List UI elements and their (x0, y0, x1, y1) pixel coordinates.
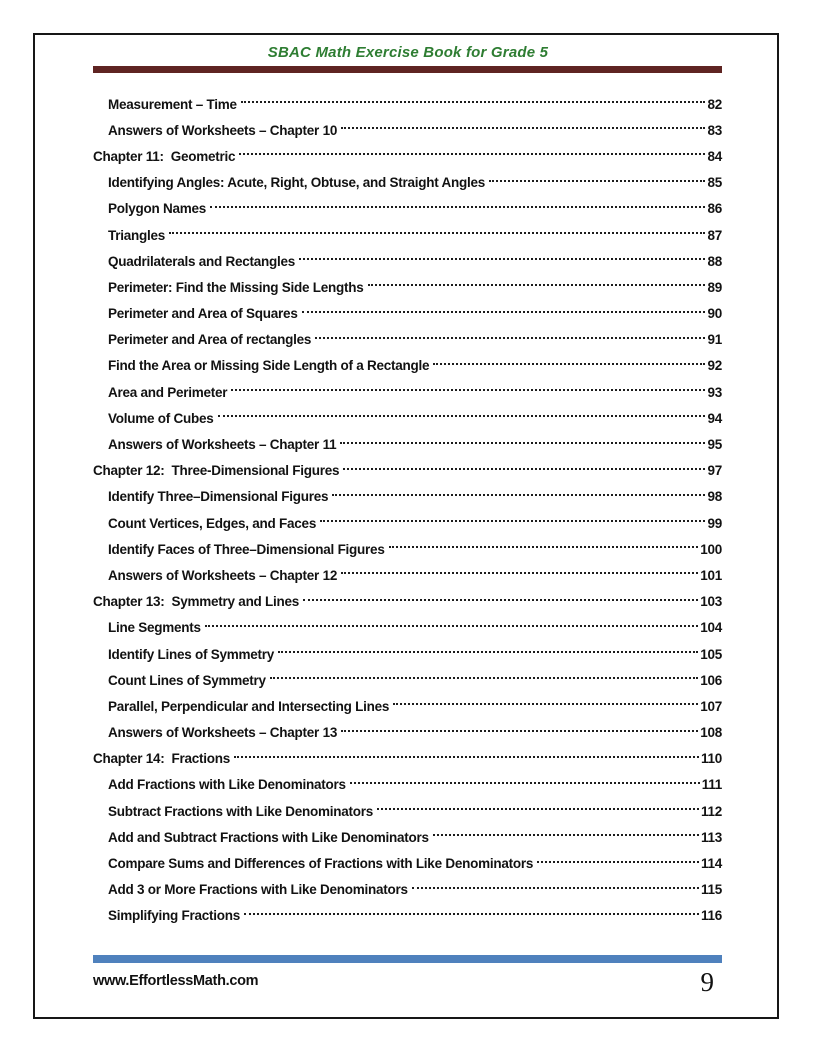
toc-entry-label: Add Fractions with Like Denominators (108, 777, 346, 793)
toc-entry-label: Identify Three–Dimensional Figures (108, 489, 329, 505)
toc-entry-label: Simplifying Fractions (108, 908, 241, 924)
toc-entry-page-number: 92 (707, 358, 722, 374)
toc-entry-page-number: 100 (700, 541, 722, 557)
dot-leader (489, 180, 705, 182)
toc-entry-page-number: 111 (701, 777, 722, 793)
toc-entry (93, 850, 722, 876)
toc-entry (93, 693, 722, 719)
dot-leader (341, 730, 698, 732)
toc-entry-label: Find the Area or Missing Side Length of a Rectangle (108, 358, 430, 374)
toc-entry-page-number: 91 (707, 332, 722, 348)
toc-entry-page-number: 98 (707, 489, 722, 505)
dot-leader (340, 442, 705, 444)
toc-entry (93, 431, 722, 457)
toc-entry (93, 458, 722, 484)
dot-leader (412, 887, 699, 889)
footer-divider-rule (93, 955, 722, 963)
dot-leader (234, 756, 699, 758)
footer-page-number: 9 (700, 967, 714, 997)
toc-entry-page-number: 95 (707, 437, 722, 453)
toc-entry-label: Polygon Names (108, 201, 207, 217)
dot-leader (433, 834, 699, 836)
toc-entry-page-number: 110 (700, 751, 722, 767)
toc-entry-label: Answers of Worksheets – Chapter 12 (108, 567, 338, 583)
dot-leader (302, 311, 706, 313)
toc-entry (93, 301, 722, 327)
dot-leader (299, 258, 705, 260)
dot-leader (332, 494, 705, 496)
header-divider-rule (93, 66, 722, 73)
toc-entry-label: Subtract Fractions with Like Denominators (108, 803, 374, 819)
toc-entry-label: Identify Lines of Symmetry (108, 646, 275, 662)
toc-entry-page-number: 108 (700, 725, 722, 741)
toc-entry-label: Add and Subtract Fractions with Like Denominators (108, 829, 429, 845)
toc-entry (93, 222, 722, 248)
dot-leader (393, 703, 698, 705)
toc-entry-page-number: 94 (707, 410, 722, 426)
toc-entry-page-number: 116 (700, 908, 722, 924)
toc-entry-page-number: 86 (707, 201, 722, 217)
dot-leader (320, 520, 705, 522)
toc-entry-page-number: 89 (707, 279, 722, 295)
toc-entry-label: Add 3 or More Fractions with Like Denominators (108, 882, 408, 898)
toc-entry-label: Chapter 13: Symmetry and Lines (93, 594, 300, 610)
table-of-contents (93, 91, 722, 929)
toc-entry-label: Count Lines of Symmetry (108, 672, 266, 688)
toc-entry-page-number: 83 (707, 122, 722, 138)
toc-entry-label: Chapter 11: Geometric (93, 148, 236, 164)
toc-entry (93, 196, 722, 222)
dot-leader (341, 127, 705, 129)
dot-leader (341, 572, 698, 574)
dot-leader (343, 468, 705, 470)
toc-entry (93, 615, 722, 641)
toc-entry-page-number: 113 (700, 829, 722, 845)
dot-leader (315, 337, 705, 339)
toc-entry-page-number: 88 (707, 253, 722, 269)
toc-entry-page-number: 87 (707, 227, 722, 243)
toc-entry-page-number: 85 (707, 175, 722, 191)
toc-entry (93, 170, 722, 196)
toc-entry-label: Parallel, Perpendicular and Intersecting Lines (108, 698, 390, 714)
dot-leader (303, 599, 698, 601)
toc-entry-page-number: 93 (707, 384, 722, 400)
dot-leader (350, 782, 700, 784)
toc-entry-label: Identify Faces of Three–Dimensional Figures (108, 541, 385, 557)
toc-entry (93, 536, 722, 562)
dot-leader (218, 415, 706, 417)
dot-leader (270, 677, 698, 679)
toc-entry (93, 589, 722, 615)
toc-entry (93, 746, 722, 772)
toc-entry-label: Volume of Cubes (108, 410, 214, 426)
dot-leader (368, 284, 706, 286)
toc-entry (93, 772, 722, 798)
toc-entry-page-number: 97 (707, 463, 722, 479)
toc-entry (93, 143, 722, 169)
toc-entry-label: Perimeter and Area of rectangles (108, 332, 312, 348)
toc-entry (93, 798, 722, 824)
toc-entry-page-number: 105 (700, 646, 722, 662)
toc-entry-page-number: 99 (707, 515, 722, 531)
toc-entry-label: Chapter 12: Three-Dimensional Figures (93, 463, 340, 479)
dot-leader (433, 363, 705, 365)
toc-entry (93, 353, 722, 379)
toc-entry (93, 379, 722, 405)
page-footer (93, 969, 722, 996)
dot-leader (210, 206, 705, 208)
toc-entry-label: Line Segments (108, 620, 201, 636)
toc-entry-label: Perimeter and Area of Squares (108, 306, 298, 322)
dot-leader (537, 861, 699, 863)
toc-entry-label: Answers of Worksheets – Chapter 13 (108, 725, 338, 741)
dot-leader (278, 651, 698, 653)
toc-entry-label: Answers of Worksheets – Chapter 10 (108, 122, 338, 138)
toc-entry (93, 667, 722, 693)
toc-entry-page-number: 90 (707, 306, 722, 322)
toc-entry-page-number: 82 (707, 96, 722, 112)
dot-leader (241, 101, 706, 103)
toc-entry-page-number: 101 (700, 567, 722, 583)
toc-entry-label: Answers of Worksheets – Chapter 11 (108, 437, 337, 453)
toc-entry-label: Identifying Angles: Acute, Right, Obtuse, and Straight Angles (108, 175, 486, 191)
running-header-book-title: SBAC Math Exercise Book for Grade 5 (267, 44, 549, 61)
dot-leader (239, 153, 705, 155)
toc-entry-page-number: 103 (700, 594, 722, 610)
toc-entry (93, 484, 722, 510)
dot-leader (169, 232, 705, 234)
toc-entry-label: Compare Sums and Differences of Fractions with Like Denominators (108, 856, 534, 872)
toc-entry (93, 824, 722, 850)
toc-entry (93, 641, 722, 667)
toc-entry-label: Count Vertices, Edges, and Faces (108, 515, 317, 531)
toc-entry-page-number: 84 (707, 148, 722, 164)
toc-entry (93, 327, 722, 353)
toc-entry-page-number: 112 (700, 803, 722, 819)
toc-entry (93, 562, 722, 588)
toc-entry (93, 903, 722, 929)
toc-entry-label: Area and Perimeter (108, 384, 228, 400)
toc-entry-page-number: 104 (700, 620, 722, 636)
toc-entry-label: Perimeter: Find the Missing Side Lengths (108, 279, 364, 295)
toc-entry (93, 274, 722, 300)
toc-entry (93, 248, 722, 274)
toc-entry-label: Triangles (108, 227, 166, 243)
dot-leader (205, 625, 698, 627)
toc-entry-page-number: 114 (700, 856, 722, 872)
toc-entry (93, 91, 722, 117)
toc-entry-label: Quadrilaterals and Rectangles (108, 253, 296, 269)
toc-entry (93, 720, 722, 746)
toc-entry-page-number: 106 (700, 672, 722, 688)
toc-entry-page-number: 107 (700, 698, 722, 714)
toc-entry (93, 510, 722, 536)
toc-entry-label: Measurement – Time (108, 96, 237, 112)
dot-leader (244, 913, 699, 915)
dot-leader (389, 546, 699, 548)
toc-entry (93, 877, 722, 903)
dot-leader (231, 389, 705, 391)
toc-entry (93, 405, 722, 431)
toc-entry-label: Chapter 14: Fractions (93, 751, 231, 767)
dot-leader (377, 808, 699, 810)
toc-entry (93, 117, 722, 143)
footer-website-link: www.EffortlessMath.com (93, 973, 259, 989)
toc-entry-page-number: 115 (700, 882, 722, 898)
